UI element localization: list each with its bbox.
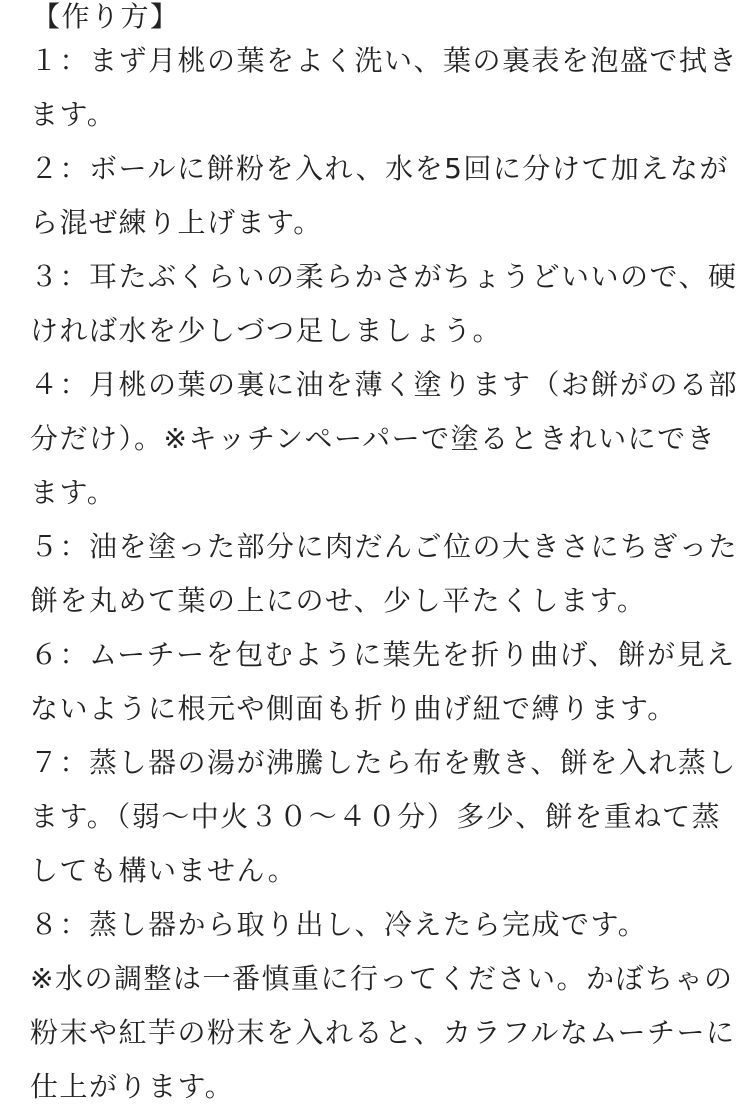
step-3-line-2: ければ水を少しづつ足しましょう。	[30, 314, 503, 347]
step-5-line-1: ５：油を塗った部分に肉だんご位の大きさにちぎった	[30, 530, 739, 563]
step-8-line-1: ８：蒸し器から取り出し、冷えたら完成です。	[30, 908, 648, 941]
note-line-1: ※水の調整は一番慎重に行ってください。かぼちゃの	[30, 962, 734, 995]
step-7-line-1: ７：蒸し器の湯が沸騰したら布を敷き、餅を入れ蒸し	[30, 746, 737, 779]
step-6-line-1: ６：ムーチーを包むように葉先を折り曲げ、餅が見え	[30, 638, 736, 671]
step-6-line-2: ないように根元や側面も折り曲げ紐で縛ります。	[30, 692, 677, 725]
step-2-line-2: ら混ぜ練り上げます。	[30, 206, 323, 239]
step-3-line-1: ３：耳たぶくらいの柔らかさがちょうどいいので、硬	[30, 260, 738, 293]
step-1-line-2: ます。	[30, 98, 117, 131]
note-line-3: 仕上がります。	[30, 1070, 235, 1103]
step-7-line-2: ます。（弱〜中火３０〜４０分）多少、餅を重ねて蒸	[30, 800, 722, 833]
step-2-line-1: ２：ボールに餅粉を入れ、水を5回に分けて加えなが	[30, 152, 729, 185]
step-5-line-2: 餅を丸めて葉の上にのせ、少し平たくします。	[30, 584, 647, 617]
recipe-document	[30, 0, 739, 1114]
recipe-heading: 【作り方】	[32, 0, 180, 33]
step-1-line-1: １：まず月桃の葉をよく洗い、葉の裏表を泡盛で拭き	[30, 44, 739, 77]
step-4-line-1: ４：月桃の葉の裏に油を薄く塗ります（お餅がのる部	[30, 368, 739, 401]
step-7-line-3: しても構いません。	[30, 854, 298, 887]
note-line-2: 粉末や紅芋の粉末を入れると、カラフルなムーチーに	[30, 1016, 736, 1049]
step-4-line-2: 分だけ）。※キッチンペーパーで塗るときれいにでき	[30, 422, 717, 455]
step-4-line-3: ます。	[30, 476, 117, 509]
